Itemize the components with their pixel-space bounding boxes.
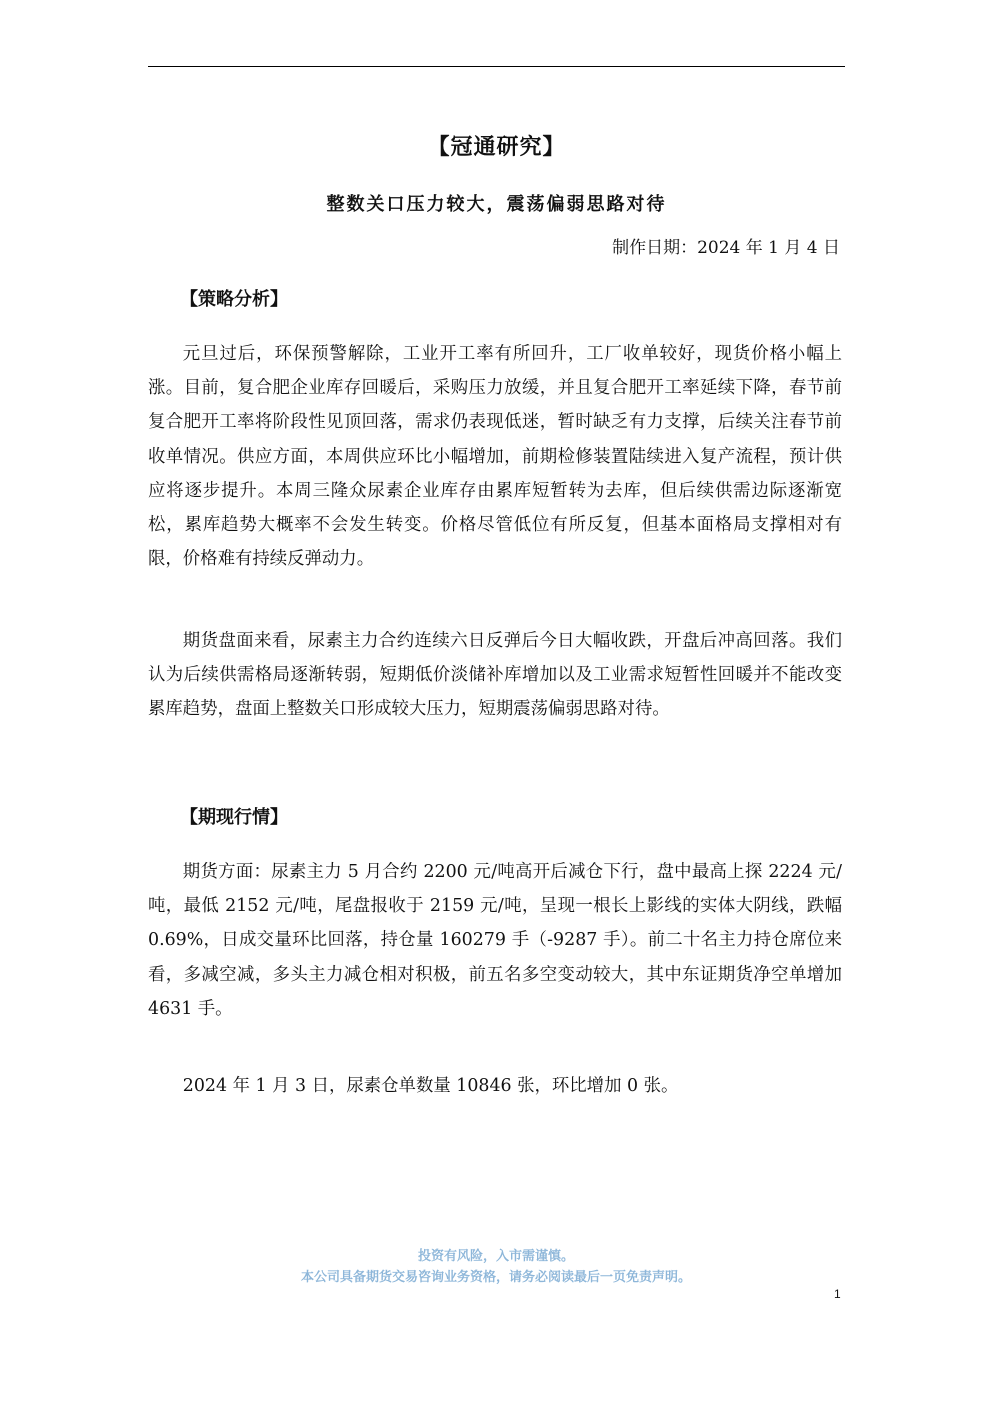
company-title: 【冠通研究】 [427, 134, 566, 160]
strategy-paragraph-fundamentals: 元旦过后，环保预警解除，工业开工率有所回升，工厂收单较好，现货价格小幅上涨。目前，复合肥企业库存回暖后，采购压力放缓，并且复合肥开工率延续下降，春节前复合肥开工率将阶段性见顶回落，需求仍表现低迷，暂时缺乏有力支撑，后续关注春节前收单情况。供应方面，本周供应环比小幅增加，前期检修装置陆续进入复产流程，预计供应将逐步提升。本周三隆众尿素企业库存由累库短暂转为去库，但后续供需边际逐渐宽松，累库趋势大概率不会发生转变。价格尽管低位有所反复，但基本面格局支撑相对有限，价格难有持续反弹动力。 [148, 344, 842, 570]
market-paragraph-futures: 期货方面：尿素主力 5 月合约 2200 元/吨高开后减仓下行，盘中最高上探 2224 元/吨，最低 2152 元/吨，尾盘报收于 2159 元/吨，呈现一根长上影线的实体大阴线，跌幅 0.69%，日成交量环比回落，持仓量 160279 手（-9287 手）。前二十名主力持仓席位来看，多减空减，多头主力减仓相对积极，前五名多空变动较大，其中东证期货净空单增加 4631 手。 [148, 862, 842, 1019]
section-heading-market: 【期现行情】 [180, 807, 288, 828]
header-rule [148, 66, 845, 67]
section-heading-strategy: 【策略分析】 [180, 289, 288, 310]
footer-risk-notice: 投资有风险，入市需谨慎。 [417, 1249, 574, 1264]
report-title: 整数关口压力较大，震荡偏弱思路对待 [326, 194, 667, 215]
page-number: 1 [834, 1287, 841, 1301]
footer-disclaimer: 本公司具备期货交易咨询业务资格，请务必阅读最后一页免责声明。 [300, 1270, 691, 1285]
report-date: 制作日期：2024 年 1 月 4 日 [612, 238, 840, 258]
strategy-paragraph-futures: 期货盘面来看，尿素主力合约连续六日反弹后今日大幅收跌，开盘后冲高回落。我们认为后续供需格局逐渐转弱，短期低价淡储补库增加以及工业需求短暂性回暖并不能改变累库趋势，盘面上整数关口形成较大压力，短期震荡偏弱思路对待。 [148, 631, 842, 720]
market-paragraph-warehouse-receipts: 2024 年 1 月 3 日，尿素仓单数量 10846 张，环比增加 0 张。 [182, 1076, 679, 1096]
